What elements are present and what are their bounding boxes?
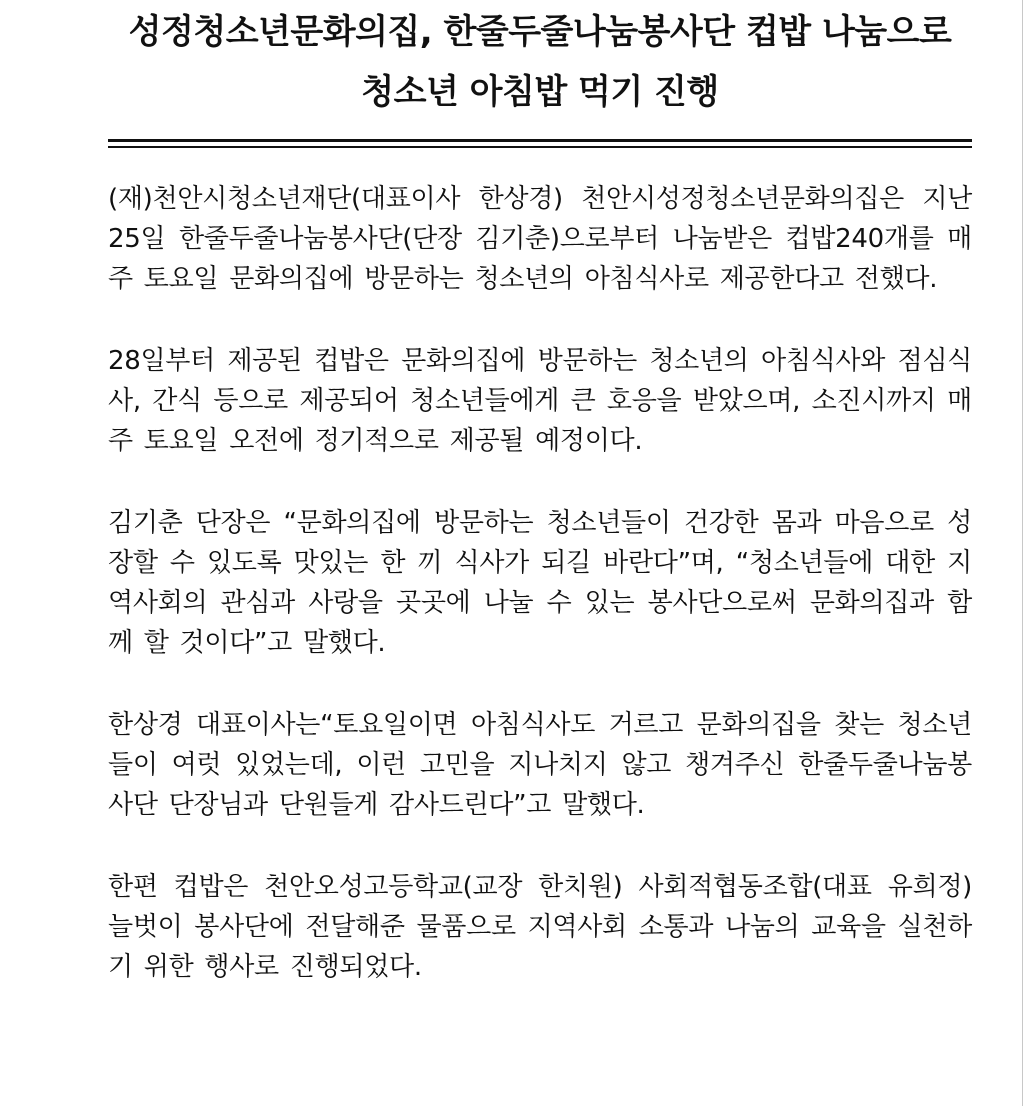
- title-line-1: 성정청소년문화의집, 한줄두줄나눔봉사단 컵밥 나눔으로: [128, 12, 952, 52]
- paragraph-3: 김기춘 단장은 “문화의집에 방문하는 청소년들이 건강한 몸과 마음으로 성장할 수 있도록 맛있는 한 끼 식사가 되길 바란다”며, “청소년들에 대한 지역사회의 관심과 사랑을 곳곳에 나눌 수 있는 봉사단으로써 문화의집과 함께 할 것이다”고 말했다.: [108, 508, 972, 658]
- article-title: [108, 0, 972, 122]
- paragraph-1: (재)천안시청소년재단(대표이사 한상경) 천안시성정청소년문화의집은 지난 25일 한줄두줄나눔봉사단(단장 김기춘)으로부터 나눔받은 컵밥240개를 매주 토요일 문화의집에 방문하는 청소년의 아침식사로 제공한다고 전했다.: [108, 184, 972, 294]
- article-body: [108, 179, 972, 987]
- page-edge-divider: [1022, 0, 1023, 1106]
- title-line-2: 청소년 아침밥 먹기 진행: [361, 72, 719, 112]
- paragraph-4: 한상경 대표이사는“토요일이면 아침식사도 거르고 문화의집을 찾는 청소년들이 여럿 있었는데, 이런 고민을 지나치지 않고 챙겨주신 한줄두줄나눔봉사단 단장님과 단원들게 감사드린다”고 말했다.: [108, 710, 972, 820]
- paragraph-5: 한편 컵밥은 천안오성고등학교(교장 한치원) 사회적협동조합(대표 유희정) 늘벗이 봉사단에 전달해준 물품으로 지역사회 소통과 나눔의 교육을 실천하기 위한 행사로 진행되었다.: [108, 872, 972, 982]
- title-double-rule: [108, 139, 972, 148]
- paragraph-2: 28일부터 제공된 컵밥은 문화의집에 방문하는 청소년의 아침식사와 점심식사, 간식 등으로 제공되어 청소년들에게 큰 호응을 받았으며, 소진시까지 매주 토요일 오전에 정기적으로 제공될 예정이다.: [108, 346, 972, 456]
- press-release: [108, 0, 972, 1029]
